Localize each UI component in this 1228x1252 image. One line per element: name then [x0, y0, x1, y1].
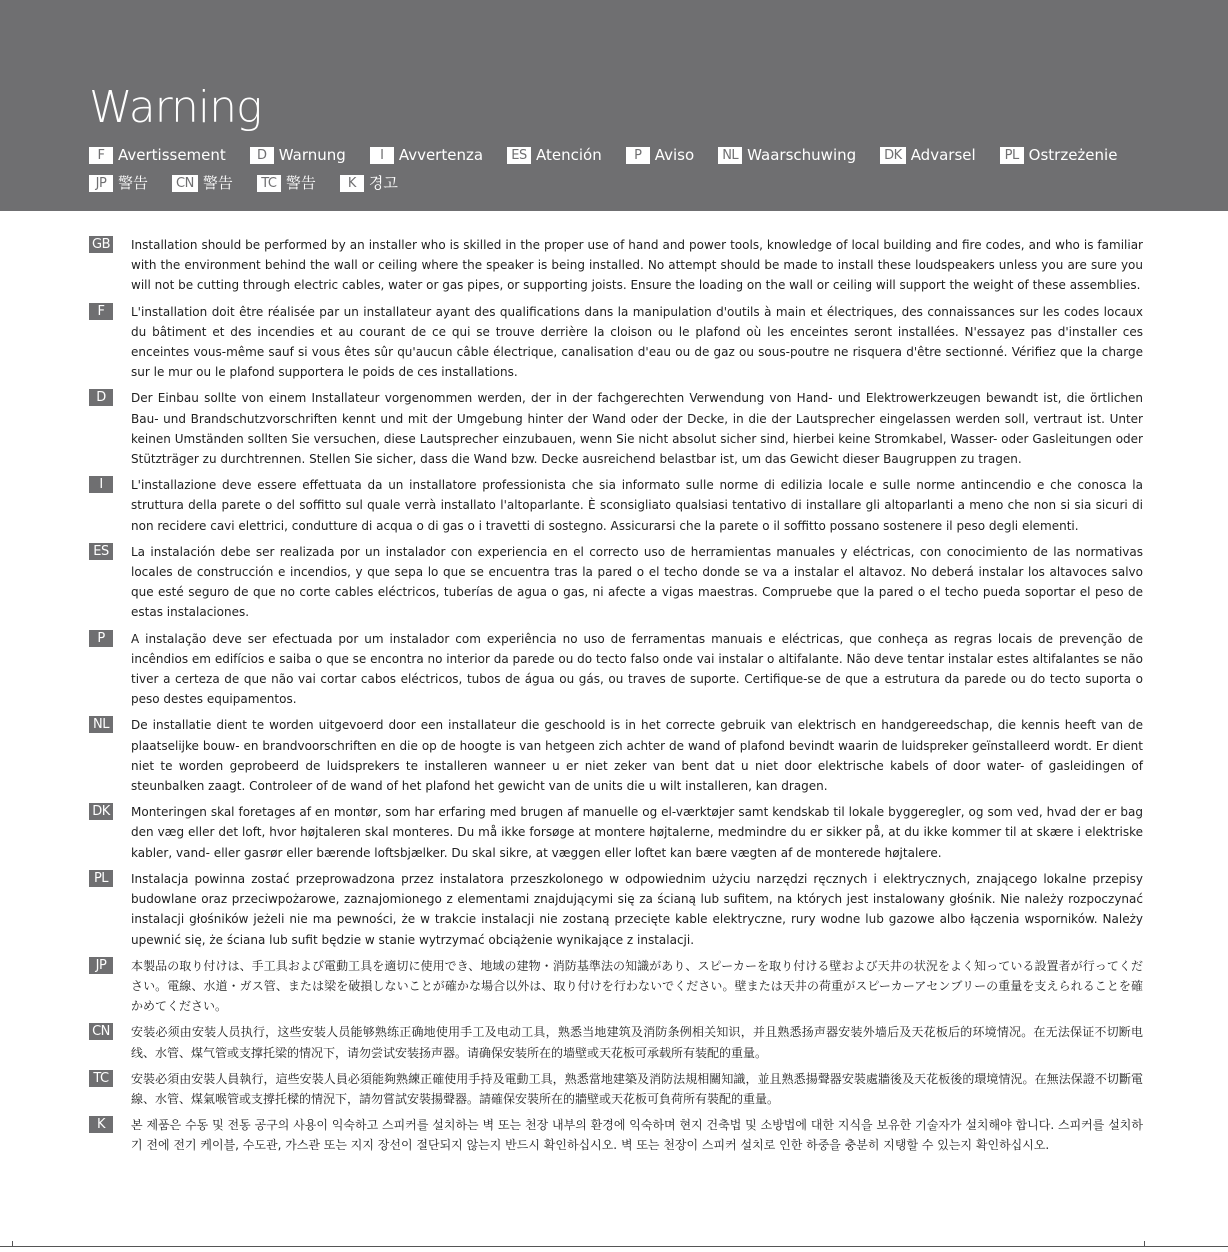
section-code-badge: F: [89, 303, 113, 320]
bottom-rule: [0, 1246, 1228, 1247]
section-tc: [0, 1069, 1228, 1109]
section-i: [0, 475, 1228, 536]
language-code-badge: NL: [718, 147, 742, 164]
language-warning-word: Waarschuwing: [747, 146, 857, 164]
language-tc: [257, 174, 316, 192]
language-code-badge: F: [89, 147, 113, 164]
language-jp: [89, 174, 148, 192]
language-k: [340, 174, 398, 192]
section-code-badge: ES: [89, 543, 113, 560]
language-code-badge: D: [250, 147, 274, 164]
language-dk: [880, 146, 976, 164]
section-text: 安裝必須由安裝人員執行，這些安裝人員必須能夠熟練正確使用手持及電動工具，熟悉當地建築及消防法規相關知識，並且熟悉揚聲器安裝處牆後及天花板後的環境情況。在無法保證不切斷電線、水管、煤氣喉管或支撐托樑的情況下，請勿嘗試安裝揚聲器。請確保安裝所在的牆壁或天花板可負荷所有裝配的重量。: [131, 1071, 1143, 1106]
section-es: [0, 542, 1228, 623]
section-text: 安装必须由安装人员执行，这些安装人员能够熟练正确地使用手工及电动工具，熟悉当地建筑及消防条例相关知识，并且熟悉扬声器安装外墙后及天花板后的环境情况。在无法保证不切断电线、水管、煤气管或支撑托梁的情况下，请勿尝试安装扬声器。请确保安装所在的墙壁或天花板可承载所有装配的重量。: [131, 1025, 1143, 1060]
language-code-badge: I: [370, 147, 394, 164]
section-text: La instalación debe ser realizada por un instalador con experiencia en el correcto uso de herramientas manuales y eléctricas, con conocimiento de las normativas locales de construcción e incendios, y que sepa lo que se encuentra tras la pared o el techo donde se va a instalar el altavoz. No deberá instalar los altavoces salvo que esté seguro de que no corte cables eléctricos, tuberías de agua o gas, ni afecte a vigas maestras. Compruebe que la pared o el techo pueda soportar el peso de estas instalaciones.: [131, 544, 1143, 620]
section-code-badge: PL: [89, 870, 113, 887]
language-warning-word: 경고: [368, 174, 398, 192]
section-code-badge: GB: [89, 236, 113, 253]
language-warning-word: 警告: [118, 174, 149, 192]
language-row-1: [89, 146, 1141, 164]
language-code-badge: ES: [507, 147, 531, 164]
language-warning-word: Avertissement: [118, 146, 226, 164]
section-code-badge: DK: [89, 803, 113, 820]
language-d: [250, 146, 346, 164]
section-text: 본 제품은 수동 및 전동 공구의 사용이 익숙하고 스피커를 설치하는 벽 또는 천장 내부의 환경에 익숙하며 현지 건축법 및 소방법에 대한 지식을 보유한 기술자가 설치해야 합니다. 스피커를 설치하기 전에 전기 케이블, 수도관, 가스관 또는 지지 장선이 절단되지 않는지 반드시 확인하십시오. 벽 또는 천장이 스피커 설치로 인한 하중을 충분히 지탱할 수 있는지 확인하십시오.: [131, 1118, 1143, 1153]
language-f: [89, 146, 226, 164]
language-i: [370, 146, 483, 164]
section-dk: [0, 802, 1228, 863]
section-code-badge: JP: [89, 957, 113, 974]
language-p: [626, 146, 694, 164]
language-row-2: [89, 174, 422, 192]
section-code-badge: I: [89, 476, 113, 493]
language-code-badge: P: [626, 147, 650, 164]
section-d: [0, 388, 1228, 469]
section-jp: [0, 956, 1228, 1017]
language-cn: [172, 174, 233, 192]
language-code-badge: JP: [89, 175, 113, 192]
section-cn: [0, 1022, 1228, 1062]
language-warning-word: Ostrzeżenie: [1028, 146, 1118, 164]
section-code-badge: D: [89, 389, 113, 406]
section-code-badge: CN: [89, 1023, 113, 1040]
language-warning-word: 警告: [285, 174, 316, 192]
section-gb: [0, 235, 1228, 296]
section-p: [0, 629, 1228, 710]
warning-header: [0, 0, 1228, 211]
language-warning-word: Advarsel: [910, 146, 976, 164]
section-code-badge: NL: [89, 716, 113, 733]
section-code-badge: K: [89, 1116, 113, 1133]
language-code-badge: PL: [1000, 147, 1024, 164]
section-f: [0, 302, 1228, 383]
section-text: 本製品の取り付けは、手工具および電動工具を適切に使用でき、地域の建物・消防基準法の知識があり、スピーカーを取り付ける壁および天井の状況をよく知っている設置者が行ってください。電線、水道・ガス管、または梁を破損しないことが確かな場合以外は、取り付けを行わないでください。壁または天井の荷重がスピーカーアセンブリーの重量を支えられることを確かめてください。: [131, 958, 1143, 1014]
section-text: Installation should be performed by an installer who is skilled in the proper use of hand and power tools, knowledge of local building and fire codes, and who is familiar with the environment behind the wall or ceiling where the speaker is being installed. No attempt should be made to install these loudspeakers unless you are sure you will not be cutting through electric cables, water or gas pipes, or supporting joists. Ensure the loading on the wall or ceiling will support the weight of these assemblies.: [131, 238, 1143, 293]
language-code-badge: K: [340, 175, 364, 192]
section-text: L'installation doit être réalisée par un installateur ayant des qualifications dans la manipulation d'outils à main et électriques, des connaissances sur les codes locaux du bâtiment et des incendies et au courant de ce qui se trouve derrière la cloison ou le plafond où les enceintes seront installées. N'essayez pas d'installer ces enceintes vous-même sauf si vous êtes sûr qu'aucun câble électrique, canalisation d'eau ou de gaz ou sous-poutre ne risquera d'être sectionné. Vérifiez que la charge sur le mur ou le plafond supportera le poids de ces installations.: [131, 304, 1143, 380]
warning-sections: [0, 235, 1228, 1162]
crop-mark-right: [1144, 1241, 1145, 1247]
language-warning-word: Atención: [536, 146, 602, 164]
section-pl: [0, 869, 1228, 950]
language-warning-word: Aviso: [654, 146, 695, 164]
language-warning-word: Avvertenza: [398, 146, 484, 164]
section-code-badge: TC: [89, 1070, 113, 1087]
language-pl: [1000, 146, 1118, 164]
language-code-badge: TC: [257, 175, 281, 192]
section-text: A instalação deve ser efectuada por um instalador com experiência no uso de ferramentas manuais e eléctricas, que conheça as regras locais de prevenção de incêndios em edifícios e saiba o que se encontra no interior da parede ou do tecto falso onde vai instalar o altifalante. Não deve tentar instalar estes altifalantes se não tiver a certeza de que não vai cortar cabos eléctricos, tubos de água ou gás, ou traves de suporte. Certifique-se de que a estrutura da parede ou do tecto suporta o peso destes equipamentos.: [131, 631, 1143, 707]
language-code-badge: DK: [880, 147, 906, 164]
crop-mark-left: [12, 1241, 13, 1247]
section-text: Instalacja powinna zostać przeprowadzona przez instalatora przeszkolonego w odpowiednim użyciu narzędzi ręcznych i elektrycznych, znającego lokalne przepisy budowlane oraz przeciwpożarowe, zaznajomionego z elementami znajdującymi się za ścianą lub sufitem, na których jest instalowany głośnik. Nie należy rozpoczynać instalacji głośników jeżeli nie ma pewności, że w trakcie instalacji nie zostaną przecięte kable elektryczne, rury wodne lub gazowe albo łączenia wsporników. Należy upewnić się, że ściana lub sufit będzie w stanie wytrzymać obciążenie wynikające z instalacji.: [131, 871, 1143, 947]
section-text: Monteringen skal foretages af en montør, som har erfaring med brugen af manuelle og el-værktøjer samt kendskab til lokale byggeregler, og som ved, hvad der er bag den væg eller det loft, hvor højtaleren skal monteres. Du må ikke forsøge at montere højtalerne, medmindre du er sikker på, at du ikke kommer til at skære i elektriske kabler, vand- eller gasrør eller bærende loftsbjælker. Du skal sikre, at væggen eller loftet kan bære vægten af de monterede højtalere.: [131, 805, 1143, 860]
language-es: [507, 146, 602, 164]
section-text: De installatie dient te worden uitgevoerd door een installateur die geschoold is in het correcte gebruik van elektrisch en handgereedschap, die kennis heeft van de plaatselijke bouw- en brandvoorschriften en die op de hoogte is van hetgeen zich achter de wand of plafond bevindt waarin de luidspreker geïnstalleerd wordt. Er dient niet te worden geprobeerd de luidsprekers te installeren wanneer u er niet zeker van bent dat u niet door elektrische kabels of door water- of gasleidingen of steunbalken zaagt. Controleer of de wand of het plafond het gewicht van de units die u wilt installeren, kan dragen.: [131, 718, 1143, 794]
page-title: Warning: [89, 82, 262, 133]
language-nl: [718, 146, 856, 164]
language-warning-word: 警告: [202, 174, 233, 192]
section-text: Der Einbau sollte von einem Installateur vorgenommen werden, der in der fachgerechten Verwendung von Hand- und Elektrowerkzeugen bewandt ist, die örtlichen Bau- und Brandschutzvorschriften kennt und mit der Umgebung hinter der Wand oder der Decke, in die der Lautsprecher eingelassen werden soll, vertraut ist. Unter keinen Umständen sollten Sie versuchen, diese Lautsprecher einzubauen, wenn Sie nicht absolut sicher sind, hierbei keine Stromkabel, Wasser- oder Gasleitungen oder Stützträger zu durchtrennen. Stellen Sie sicher, dass die Wand bzw. Decke ausreichend belastbar ist, um das Gewicht dieser Baugruppen zu tragen.: [131, 391, 1143, 467]
section-text: L'installazione deve essere effettuata da un installatore professionista che sia informato sulle norme di edilizia locale e sulle norme antincendio e che conosca la struttura della parete o del soffitto sul quale verrà installato l'altoparlante. È sconsigliato qualsiasi tentativo di installare gli altoparlanti a meno che non si sia sicuri di non recidere cavi elettrici, condutture di acqua o di gas o i travetti di sostegno. Assicurarsi che la parete o il soffitto possano sostenere il peso degli elementi.: [131, 478, 1143, 533]
section-code-badge: P: [89, 630, 113, 647]
section-nl: [0, 715, 1228, 796]
section-k: [0, 1115, 1228, 1155]
language-warning-word: Warnung: [278, 146, 346, 164]
language-code-badge: CN: [172, 175, 198, 192]
